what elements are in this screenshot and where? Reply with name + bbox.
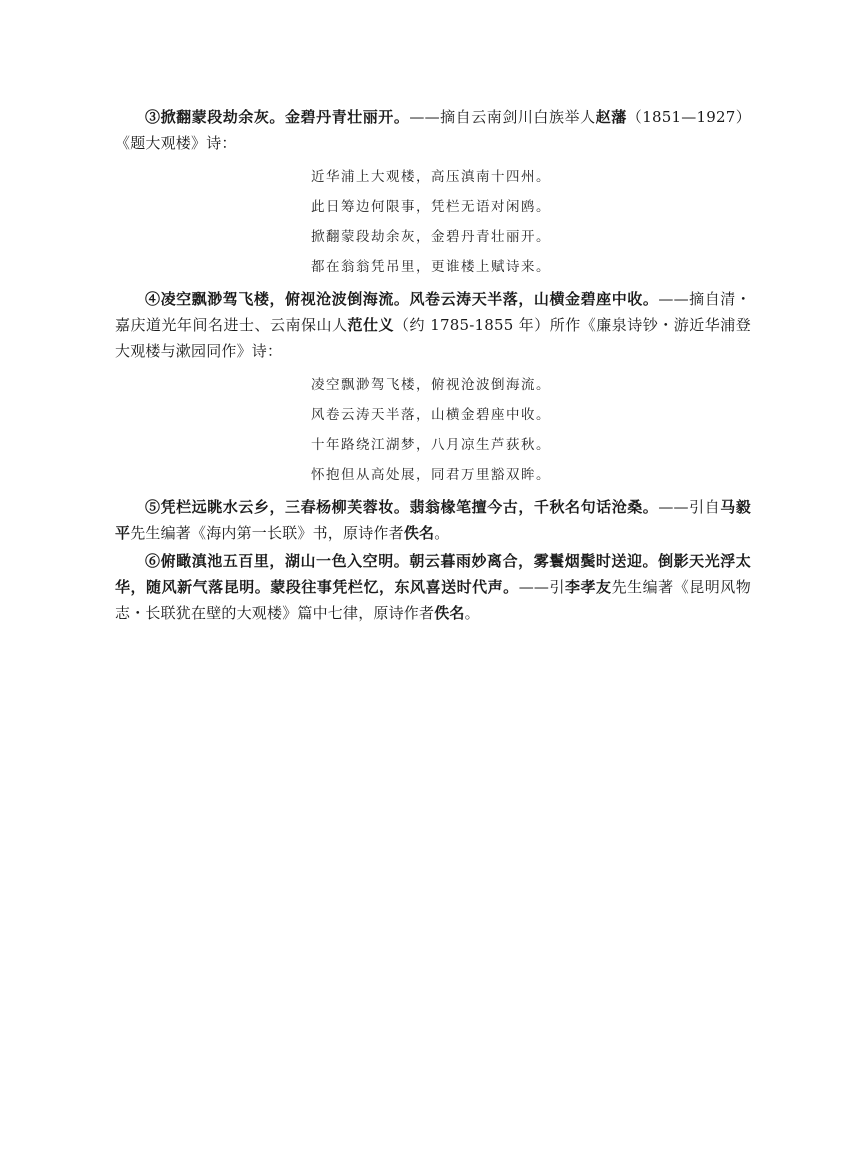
- entry-5-quote: 凭栏远眺水云乡，三春杨柳芙蓉妆。翡翁椽笔擅今古，千秋名句话沧桑。: [160, 498, 659, 516]
- entry-6-quote: 俯瞰滇池五百里，湖山一色入空明。朝云暮雨妙离合，雾鬟烟鬓时送迎。倒影天光浮太华，随风新气落昆明。蒙段往事凭栏忆，东风喜送时代声。: [115, 552, 752, 596]
- entry-6-attr-0: ——引: [518, 578, 565, 596]
- entry-6-paragraph: [115, 548, 751, 626]
- poem-line: 掀翻蒙段劫余灰，金碧丹青壮丽开。: [311, 229, 551, 245]
- poem-line: 十年路绕江湖梦，八月凉生芦荻秋。: [311, 437, 551, 453]
- entry-4-marker: ④: [145, 290, 161, 308]
- entry-6-attr-2: 先生编著《昆明风物志・长联犹在壁的大观楼》篇中七律，原诗作者: [115, 578, 751, 622]
- entry-3-paragraph: [115, 104, 751, 156]
- entry-6-marker: ⑥: [145, 552, 161, 570]
- entry-3-poem: [115, 162, 751, 282]
- entry-6-editor: 李孝友: [564, 578, 612, 596]
- poem-line: 风卷云涛天半落，山横金碧座中收。: [311, 407, 551, 423]
- entry-5-attr-0: ——引自: [658, 498, 721, 516]
- entry-3-attr-0: ——摘自云南剑川白族举人: [409, 108, 596, 126]
- entry-3-marker: ③: [145, 108, 161, 126]
- entry-4-attr-0: ——摘自清・嘉庆道光年间名进士、云南保山人: [115, 290, 752, 334]
- poem-line: 此日筹边何限事，凭栏无语对闲鸥。: [311, 199, 551, 215]
- entry-5-author: 佚名: [403, 524, 435, 542]
- entry-5-marker: ⑤: [145, 498, 161, 516]
- entry-4-attr-2: （约 1785-1855 年）所作《廉泉诗钞・游近华浦登大观楼与漱园同作》诗：: [115, 316, 751, 360]
- poem-line: 都在翁翁凭吊里，更谁楼上赋诗来。: [311, 259, 551, 275]
- entry-5-attr-4: 。: [434, 524, 450, 542]
- document-page: [115, 104, 751, 626]
- entry-4-paragraph: [115, 286, 751, 364]
- entry-4-author: 范仕义: [347, 316, 395, 334]
- entry-6-author: 佚名: [434, 604, 465, 622]
- entry-4-poem: [115, 370, 751, 490]
- entry-6-attr-4: 。: [464, 604, 480, 622]
- poem-line: 凌空飘渺驾飞楼，俯视沧波倒海流。: [311, 377, 551, 393]
- entry-5-attr-2: 先生编著《海内第一长联》书，原诗作者: [130, 524, 404, 542]
- entry-3-attr-2: （1851—1927）《题大观楼》诗：: [115, 108, 751, 152]
- entry-5-editor: 马毅平: [115, 498, 751, 542]
- entry-3-author: 赵藩: [595, 108, 627, 126]
- poem-line: 近华浦上大观楼，高压滇南十四州。: [311, 169, 551, 185]
- entry-5-paragraph: [115, 494, 751, 546]
- poem-line: 怀抱但从高处展，同君万里豁双眸。: [311, 467, 551, 483]
- entry-4-quote: 凌空飘渺驾飞楼，俯视沧波倒海流。风卷云涛天半落，山横金碧座中收。: [160, 290, 659, 308]
- entry-3-quote: 掀翻蒙段劫余灰。金碧丹青壮丽开。: [160, 108, 410, 126]
